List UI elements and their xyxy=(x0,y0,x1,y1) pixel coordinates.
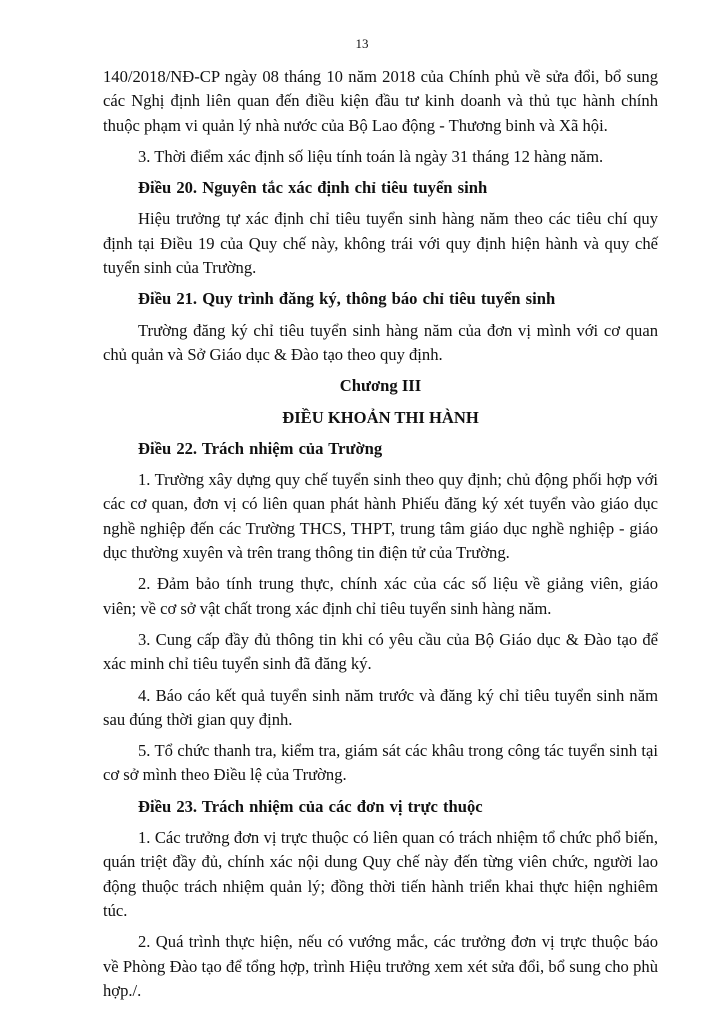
article-22-item-5: 5. Tổ chức thanh tra, kiểm tra, giám sát các khâu trong công tác tuyển sinh tại cơ sở mình theo Điều lệ của Trường. xyxy=(103,741,658,785)
article-21-heading: Điều 21. Quy trình đăng ký, thông báo chỉ tiêu tuyển sinh xyxy=(138,289,556,309)
article-22-item-4: 4. Báo cáo kết quả tuyển sinh năm trước và đăng ký chỉ tiêu tuyển sinh năm sau đúng thời gian quy định. xyxy=(103,685,658,729)
article-20-heading: Điều 20. Nguyên tắc xác định chỉ tiêu tuyển sinh xyxy=(138,178,488,198)
page-number: 13 xyxy=(355,36,369,51)
article-23-item-1: 1. Các trưởng đơn vị trực thuộc có liên quan có trách nhiệm tổ chức phổ biến, quán triệt đầy đủ, chính xác nội dung Quy chế này đến từng viên chức, người lao động thuộc trách nhiệm quản lý; đồng thời tiến hành triển khai thực hiện nghiêm túc. xyxy=(103,828,658,920)
article-22-heading: Điều 22. Trách nhiệm của Trường xyxy=(138,438,383,458)
article-22-item-3: 3. Cung cấp đầy đủ thông tin khi có yêu cầu của Bộ Giáo dục & Đào tạo để xác minh chỉ tiêu tuyển sinh đã đăng ký. xyxy=(103,629,658,674)
page-content xyxy=(103,65,658,1010)
article-23-heading: Điều 23. Trách nhiệm của các đơn vị trực thuộc xyxy=(138,796,483,816)
article-22-item-2: 2. Đảm bảo tính trung thực, chính xác của các số liệu về giảng viên, giáo viên; về cơ sở vật chất trong xác định chỉ tiêu tuyển sinh hàng năm. xyxy=(103,574,658,618)
article-21-body: Trường đăng ký chỉ tiêu tuyển sinh hàng năm của đơn vị mình với cơ quan chủ quản và Sở Giáo dục & Đào tạo theo quy định. xyxy=(103,320,658,364)
article-20-body: Hiệu trưởng tự xác định chỉ tiêu tuyển sinh hàng năm theo các tiêu chí quy định tại Điều 19 của Quy chế này, không trái với quy định hiện hành và quy chế tuyển sinh của Trường. xyxy=(103,209,658,278)
paragraph-item-3: 3. Thời điểm xác định số liệu tính toán là ngày 31 tháng 12 hàng năm. xyxy=(138,146,604,166)
chapter-label: Chương III xyxy=(339,376,422,396)
chapter-title: ĐIỀU KHOẢN THI HÀNH xyxy=(282,407,479,427)
article-23-item-2: 2. Quá trình thực hiện, nếu có vướng mắc, các trưởng đơn vị trực thuộc báo về Phòng Đào tạo để tổng hợp, trình Hiệu trưởng xem xét sửa đổi, bổ sung cho phù hợp./. xyxy=(103,932,658,1000)
paragraph-continuation: 140/2018/NĐ-CP ngày 08 tháng 10 năm 2018 của Chính phủ về sửa đổi, bổ sung các Nghị định liên quan đến điều kiện đầu tư kinh doanh và thủ tục hành chính thuộc phạm vi quản lý nhà nước của Bộ Lao động - Thương binh và Xã hội. xyxy=(103,67,658,135)
article-22-item-1: 1. Trường xây dựng quy chế tuyển sinh theo quy định; chủ động phối hợp với các cơ quan, đơn vị có liên quan phát hành Phiếu đăng ký xét tuyển vào giáo dục nghề nghiệp đến các Trường THCS, THPT, trung tâm giáo dục nghề nghiệp - giáo dục thường xuyên và trên trang thông tin điện tử của Trường. xyxy=(103,470,658,563)
